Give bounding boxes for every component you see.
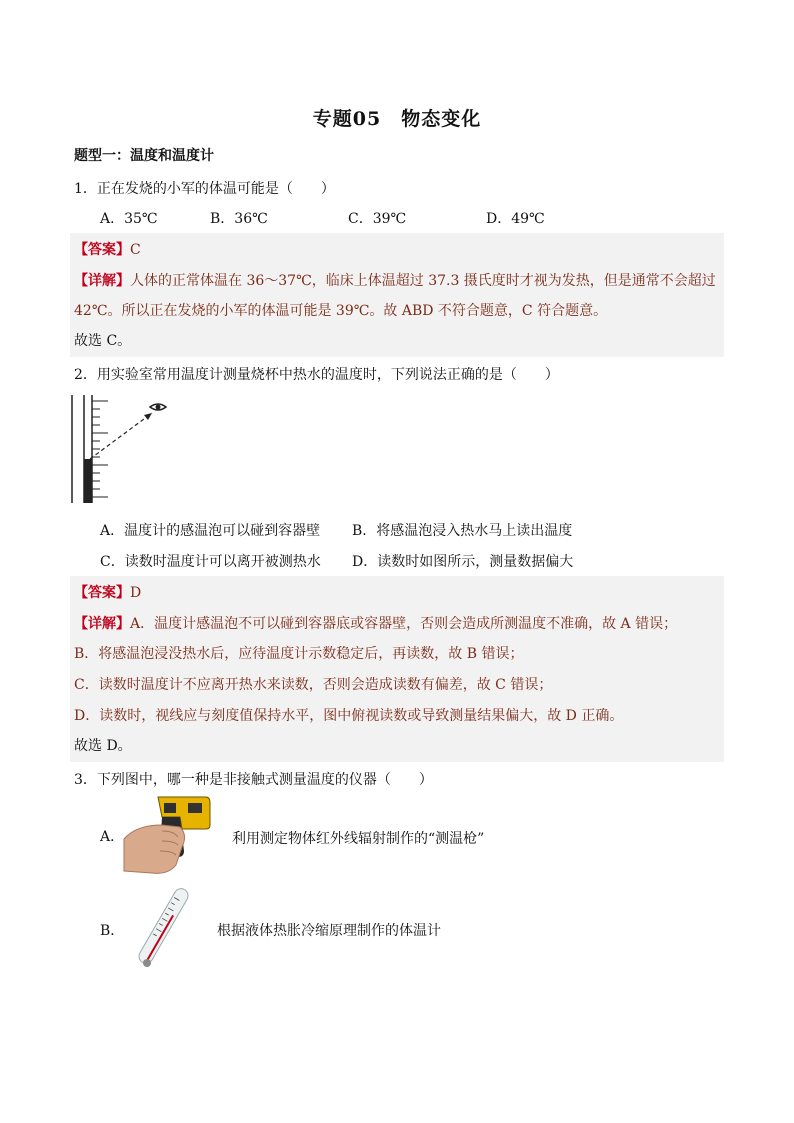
detail-tag: 【详解】 bbox=[74, 273, 130, 289]
q2-detail-a: A．温度计感温泡不可以碰到容器底或容器壁，否则会造成所测温度不准确，故 A 错误； bbox=[130, 616, 678, 632]
q2-detail-c: C．读数时温度计不应离开热水来读数，否则会造成读数有偏差，故 C 错误； bbox=[74, 677, 553, 693]
thermometer-diagram bbox=[64, 393, 174, 505]
q1-answer: C bbox=[130, 242, 141, 258]
question-3-stem: 3．下列图中，哪一种是非接触式测量温度的仪器（ ） bbox=[74, 772, 433, 788]
q2-conclusion: 故选 D。 bbox=[74, 738, 132, 754]
q1-conclusion: 故选 C。 bbox=[74, 333, 132, 349]
q2-detail-line-a bbox=[74, 613, 677, 633]
q2-option-c: C．读数时温度计可以离开被测热水 bbox=[100, 554, 321, 570]
q2-option-d: D．读数时如图所示，测量数据偏大 bbox=[352, 554, 574, 570]
q1-answer-line bbox=[74, 239, 141, 259]
q3-option-a-letter: A． bbox=[100, 829, 125, 845]
q3-option-b-letter: B． bbox=[100, 923, 125, 939]
q1-option-a: A．35℃ bbox=[100, 211, 158, 227]
page-title: 专题05 物态变化 bbox=[312, 108, 482, 130]
q1-detail-line-1 bbox=[74, 270, 716, 290]
q2-detail-b: B．将感温泡浸没热水后，应待温度计示数稳定后，再读数，故 B 错误； bbox=[74, 646, 524, 662]
infrared-thermometer-icon bbox=[122, 795, 212, 875]
q2-answer-line bbox=[74, 582, 141, 602]
answer-tag: 【答案】 bbox=[74, 242, 130, 258]
section-heading: 题型一：温度和温度计 bbox=[74, 148, 214, 164]
clinical-thermometer-icon bbox=[122, 884, 212, 972]
q2-answer: D bbox=[130, 585, 142, 601]
q3-option-a-caption: 利用测定物体红外线辐射制作的“测温枪” bbox=[232, 831, 485, 847]
q1-detail-text-1: 人体的正常体温在 36～37℃，临床上体温超过 37.3 摄氏度时才视为发热，但是通常不会超过 bbox=[130, 273, 716, 289]
q2-answer-box bbox=[70, 576, 724, 762]
q1-option-b: B．36℃ bbox=[210, 211, 268, 227]
question-1-stem: 1．正在发烧的小军的体温可能是（ ） bbox=[74, 181, 335, 197]
q1-answer-box bbox=[70, 233, 724, 357]
q2-detail-d: D．读数时，视线应与刻度值保持水平，图中俯视读数或导致测量结果偏大，故 D 正确。 bbox=[74, 708, 624, 724]
q1-option-c: C．39℃ bbox=[348, 211, 407, 227]
q2-option-a: A．温度计的感温泡可以碰到容器壁 bbox=[100, 523, 321, 539]
answer-tag: 【答案】 bbox=[74, 585, 130, 601]
detail-tag: 【详解】 bbox=[74, 616, 130, 632]
q2-option-b: B．将感温泡浸入热水马上读出温度 bbox=[352, 523, 573, 539]
q1-option-d: D．49℃ bbox=[486, 211, 545, 227]
q3-option-b-caption: 根据液体热胀冷缩原理制作的体温计 bbox=[217, 923, 441, 939]
q1-detail-line-2: 42℃。所以正在发烧的小军的体温可能是 39℃。故 ABD 不符合题意，C 符合题意。 bbox=[74, 303, 608, 319]
question-2-stem: 2．用实验室常用温度计测量烧杯中热水的温度时，下列说法正确的是（ ） bbox=[74, 367, 559, 383]
